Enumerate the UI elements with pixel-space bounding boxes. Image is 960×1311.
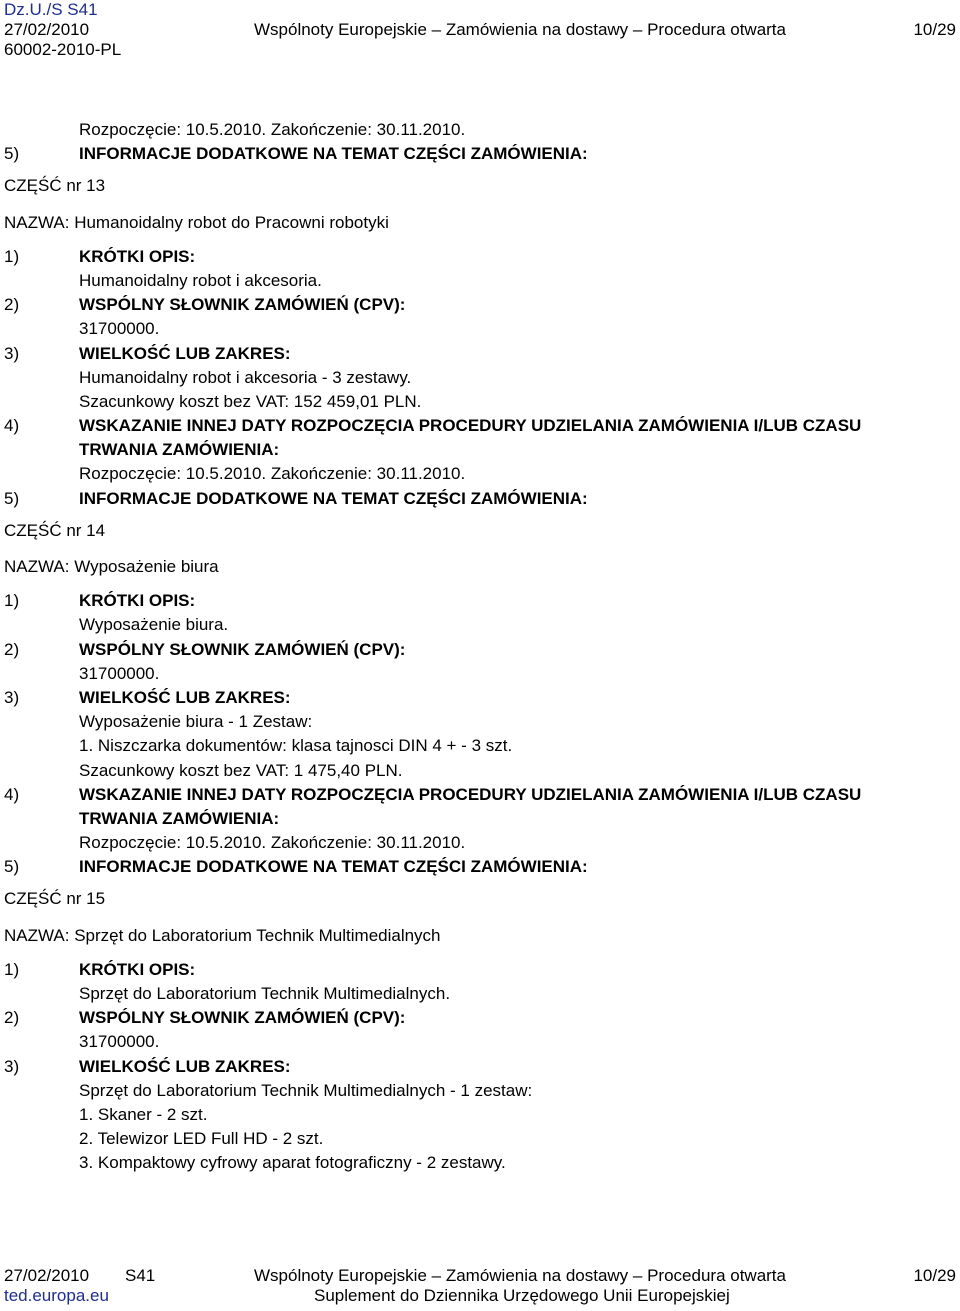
- dates-line: Rozpoczęcie: 10.5.2010. Zakończenie: 30.11.2010.: [79, 120, 466, 139]
- nazwa-label: NAZWA:: [4, 212, 75, 232]
- page-footer: [4, 1266, 956, 1306]
- nazwa-label: NAZWA:: [4, 925, 75, 945]
- section-5: [4, 855, 954, 879]
- section-number: 1): [4, 591, 20, 611]
- footer-page: 10/29: [913, 1266, 956, 1285]
- footer-series: S41: [125, 1266, 156, 1285]
- section-heading: WSPÓLNY SŁOWNIK ZAMÓWIEŃ (CPV):: [79, 1008, 406, 1028]
- section-heading: WSPÓLNY SŁOWNIK ZAMÓWIEŃ (CPV):: [79, 639, 406, 659]
- section-number: 3): [4, 343, 20, 363]
- zakres-line: Sprzęt do Laboratorium Technik Multimedialnych - 1 zestaw:: [79, 1080, 533, 1100]
- zakres-line: 2. Telewizor LED Full HD - 2 szt.: [79, 1129, 324, 1149]
- section-4: [4, 414, 954, 438]
- nazwa-value: Wyposażenie biura: [74, 557, 219, 576]
- section-heading: WIELKOŚĆ LUB ZAKRES:: [79, 1056, 291, 1076]
- header-page: 10/29: [913, 20, 956, 39]
- section-heading: WIELKOŚĆ LUB ZAKRES:: [79, 343, 291, 363]
- header-title: Wspólnoty Europejskie – Zamówienia na dostawy – Procedura otwarta: [254, 20, 786, 39]
- section-number: 2): [4, 1008, 20, 1028]
- dates-line: Rozpoczęcie: 10.5.2010. Zakończenie: 30.11.2010.: [79, 833, 466, 853]
- section-heading: KRÓTKI OPIS:: [79, 591, 196, 611]
- section-2: [4, 293, 954, 317]
- nazwa-value: Humanoidalny robot do Pracowni robotyki: [74, 212, 389, 232]
- section-heading: WSKAZANIE INNEJ DATY ROZPOCZĘCIA PROCEDURY UDZIELANIA ZAMÓWIENIA I/LUB CZASU: [79, 416, 862, 436]
- section-3: [4, 686, 954, 710]
- part-name: [4, 924, 954, 948]
- opis-text: Humanoidalny robot i akcesoria.: [79, 270, 322, 290]
- section-heading: WSKAZANIE INNEJ DATY ROZPOCZĘCIA PROCEDURY UDZIELANIA ZAMÓWIENIA I/LUB CZASU: [79, 784, 862, 804]
- section-number: 4): [4, 784, 20, 804]
- section-1: [4, 589, 954, 613]
- section-1: [4, 958, 954, 982]
- zakres-line: Szacunkowy koszt bez VAT: 152 459,01 PLN.: [79, 391, 422, 411]
- page-header: [4, 0, 956, 60]
- part-heading: CZĘŚĆ nr 13: [4, 176, 106, 196]
- zakres-line: Szacunkowy koszt bez VAT: 1 475,40 PLN.: [79, 760, 403, 780]
- nazwa-value: Sprzęt do Laboratorium Technik Multimedialnych: [74, 925, 441, 945]
- section-number: 5): [4, 857, 20, 877]
- section-heading: WIELKOŚĆ LUB ZAKRES:: [79, 687, 291, 707]
- zakres-line: 1. Skaner - 2 szt.: [79, 1104, 208, 1124]
- section-1: [4, 245, 954, 269]
- section-heading: TRWANIA ZAMÓWIENIA:: [79, 440, 280, 460]
- part-name: [4, 211, 954, 235]
- cpv-code: 31700000.: [79, 663, 160, 683]
- section-number: 1): [4, 246, 20, 266]
- opis-text: Sprzęt do Laboratorium Technik Multimedialnych.: [79, 984, 451, 1003]
- section-heading: WSPÓLNY SŁOWNIK ZAMÓWIEŃ (CPV):: [79, 295, 406, 315]
- section-number: 2): [4, 295, 20, 315]
- part-heading: CZĘŚĆ nr 14: [4, 520, 106, 540]
- section-4-cont: [4, 807, 954, 831]
- cpv-code: 31700000.: [79, 319, 160, 339]
- section-4-cont: [4, 438, 954, 462]
- journal-link[interactable]: Dz.U./S S41: [4, 0, 98, 19]
- part-heading: CZĘŚĆ nr 15: [4, 889, 106, 909]
- section-heading: INFORMACJE DODATKOWE NA TEMAT CZĘŚCI ZAMÓWIENIA:: [79, 144, 588, 164]
- section-5: [4, 487, 954, 511]
- zakres-line: Wyposażenie biura - 1 Zestaw:: [79, 712, 313, 732]
- header-doc-id: 60002-2010-PL: [4, 40, 122, 59]
- section-heading: INFORMACJE DODATKOWE NA TEMAT CZĘŚCI ZAMÓWIENIA:: [79, 857, 588, 877]
- part-name: [4, 555, 954, 579]
- section-number: 1): [4, 959, 20, 979]
- section-number: 3): [4, 1056, 20, 1076]
- section-2: [4, 1006, 954, 1030]
- footer-supplement: Suplement do Dziennika Urzędowego Unii Europejskiej: [314, 1286, 730, 1305]
- zakres-line: 1. Niszczarka dokumentów: klasa tajnosci DIN 4 + - 3 szt.: [79, 736, 513, 756]
- section-number: 5): [4, 144, 20, 164]
- header-date: 27/02/2010: [4, 20, 90, 39]
- section-number: 2): [4, 639, 20, 659]
- section-3: [4, 1055, 954, 1079]
- section-heading: INFORMACJE DODATKOWE NA TEMAT CZĘŚCI ZAMÓWIENIA:: [79, 488, 588, 508]
- section-5: [4, 142, 954, 166]
- section-number: 3): [4, 687, 20, 707]
- opis-text: Wyposażenie biura.: [79, 615, 229, 635]
- section-number: 5): [4, 488, 20, 508]
- section-2: [4, 638, 954, 662]
- section-3: [4, 342, 954, 366]
- dates-line: Rozpoczęcie: 10.5.2010. Zakończenie: 30.11.2010.: [79, 464, 466, 484]
- section-4: [4, 783, 954, 807]
- section-heading: KRÓTKI OPIS:: [79, 246, 196, 266]
- footer-title: Wspólnoty Europejskie – Zamówienia na dostawy – Procedura otwarta: [254, 1266, 786, 1285]
- document-body: [4, 118, 954, 1176]
- section-heading: KRÓTKI OPIS:: [79, 959, 196, 979]
- zakres-line: Humanoidalny robot i akcesoria - 3 zestawy.: [79, 367, 412, 387]
- footer-date: 27/02/2010: [4, 1266, 90, 1285]
- cpv-code: 31700000.: [79, 1032, 160, 1052]
- zakres-line: 3. Kompaktowy cyfrowy aparat fotograficzny - 2 zestawy.: [79, 1153, 506, 1173]
- section-number: 4): [4, 416, 20, 436]
- ted-europa-link[interactable]: ted.europa.eu: [4, 1286, 109, 1305]
- section-heading: TRWANIA ZAMÓWIENIA:: [79, 808, 280, 828]
- nazwa-label: NAZWA:: [4, 557, 75, 576]
